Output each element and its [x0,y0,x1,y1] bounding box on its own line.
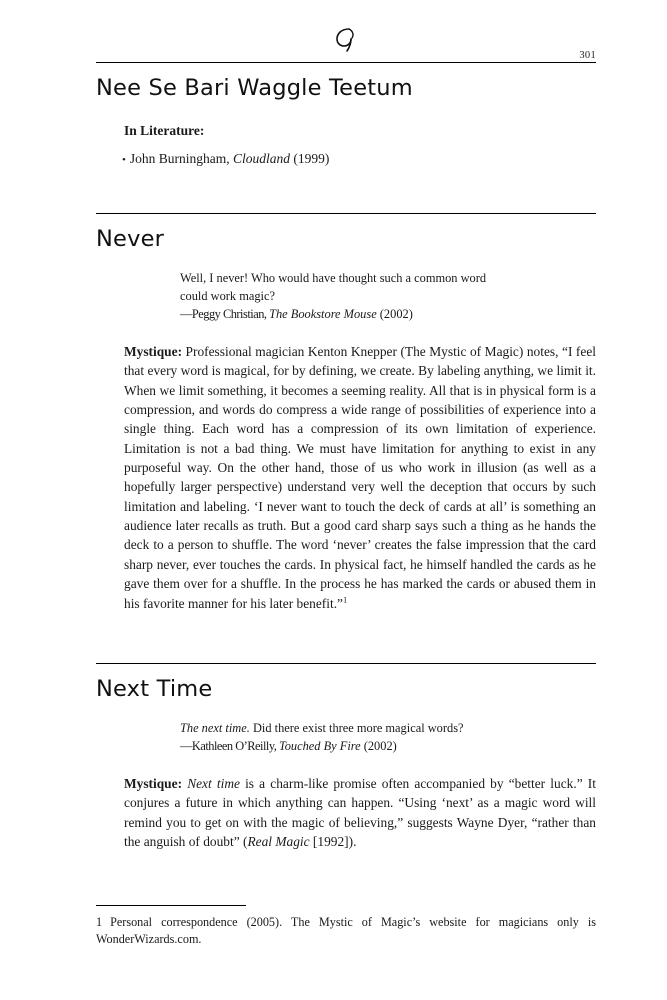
footnote-area [96,905,596,949]
epigraph [180,270,580,324]
spacer [96,167,596,213]
page-number: 301 [579,50,596,61]
epigraph-attribution [180,738,580,756]
page-content [96,0,596,852]
literature-list-item [122,151,596,167]
epigraph-italic-phrase: The next time. [180,720,250,735]
entry-divider [96,213,596,214]
epigraph-line-1: Did there exist three more magical words? [249,720,464,735]
mystique-italic-phrase: Next time [187,776,240,792]
page-header [96,0,596,62]
entry-title: Nee Se Bari Waggle Teetum [96,75,413,101]
entry-divider [96,62,596,63]
mystique-paragraph [124,342,596,613]
bullet-icon: • [122,154,126,166]
entry-next-time [96,663,596,852]
leaf-ornament-icon [329,26,363,54]
epigraph-line-1: Well, I never! Who would have thought such a common word [180,271,487,285]
mystique-paragraph [124,774,596,851]
footnote-number: 1 [96,915,103,929]
epigraph-author: —Peggy Christian, [180,307,270,322]
entry-title: Next Time [96,675,213,702]
epigraph-attribution [180,306,580,324]
mystique-text-part-2: is a charm-like promise often accompanied by “better luck.” It conjures a future in which anything can happen. “Using ‘next’ as a magic word will remind you to get on with the magic of believing,” suggests Wayne Dyer, “rather than the anguish of doubt” ( [124,776,596,850]
footnote-divider [96,905,246,906]
mystique-italic-book: Real Magic [247,834,310,850]
epigraph-year: (2002) [376,307,413,322]
footnote-marker: 1 [343,594,348,605]
mystique-text: Professional magician Kenton Knepper (The Mystic of Magic) notes, “I feel that every word is magical, for by defining, we create. By labeling anything, we limit it. When we limit something, it becomes a seeming reality. All that is in physical form is a compression, and words do compress a wide range of possibilities of experience into a single thing. Each word has a compression of its own limitation of experience. Limitation is not a bad thing. We must have limitation for anything to exist in any purposeful way. On the other hand, those of us who work in illusion (as well as a hopefully larger perspective) understand very well the deception that occurs by such limitation and labeling. ‘I never want to touch the deck of cards at all’ is something an audience later recalls as truth. But a good card sharp says such a thing as he hands the deck to a person to shuffle. The word ‘never’ creates the false impression that the card sharp never, ever touches the cards. In physical fact, he himself handled the cards as he gave them over for a shuffle. In the process he has marked the cards or abused them in his favorite manner for his later benefit.” [124,343,596,611]
mystique-label: Mystique: [124,776,183,792]
spacer [96,613,596,663]
mystique-label: Mystique: [124,343,183,359]
entry-divider [96,663,596,664]
epigraph-source-title: Touched By Fire [278,739,361,754]
epigraph-source-title: The Bookstore Mouse [269,307,377,322]
epigraph [180,720,580,756]
entry-title: Never [96,226,165,252]
epigraph-line-2: could work magic? [180,288,275,303]
subhead-in-literature: In Literature: [124,123,205,138]
entry-never [96,213,596,613]
entry-nee-se-bari-waggle-teetum [96,62,596,167]
footnote-text: Personal correspondence (2005). The Mystic of Magic’s website for magicians only is WonderWizards.com. [96,915,596,947]
literature-work-title: Cloudland [232,151,290,166]
mystique-text-part-3: [1992]). [309,834,357,850]
epigraph-year: (2002) [360,739,397,754]
literature-year: (1999) [290,151,330,166]
literature-author: John Burningham, [129,151,233,166]
epigraph-author: —Kathleen O’Reilly, [180,739,279,754]
footnote-entry [96,914,596,949]
